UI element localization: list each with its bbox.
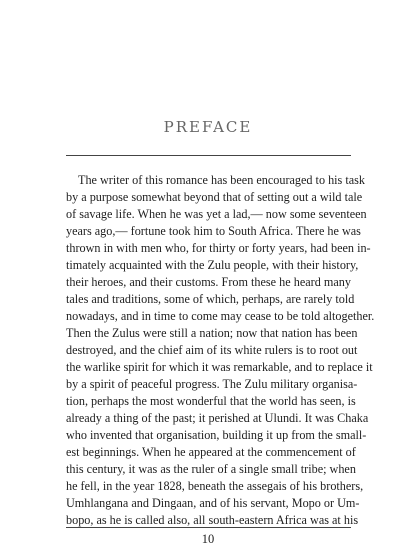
paragraph-line: years ago,— fortune took him to South Africa. There he was — [66, 224, 361, 238]
bottom-rule-divider — [66, 527, 351, 528]
paragraph-line: The writer of this romance has been encouraged to his task — [78, 173, 365, 187]
paragraph-line: Umhlangana and Dingaan, and of his servant, Mopo or Um- — [66, 496, 360, 510]
paragraph-line: nowadays, and in time to come may cease to be told altogether. — [66, 309, 375, 323]
paragraph-line: their heroes, and their customs. From these he heard many — [66, 275, 351, 289]
page-title: PREFACE — [163, 118, 253, 136]
paragraph-line: by a spirit of peaceful progress. The Zulu military organisa- — [66, 377, 358, 391]
paragraph-line: est beginnings. When he appeared at the commencement of — [66, 445, 356, 459]
paragraph-line: destroyed, and the chief aim of its white rulers is to root out — [66, 343, 358, 357]
paragraph-line: bopo, as he is called also, all south-eastern Africa was at his — [66, 513, 359, 527]
paragraph-line: he fell, in the year 1828, beneath the assegais of his brothers, — [66, 479, 364, 493]
paragraph-line: who invented that organisation, building it up from the small- — [66, 428, 367, 442]
preface-paragraph — [66, 172, 375, 529]
paragraph-line: by a purpose somewhat beyond that of setting out a wild tale — [66, 190, 363, 204]
paragraph-line: thrown in with men who, for thirty or forty years, had been in- — [66, 241, 371, 255]
paragraph-line: already a thing of the past; it perished at Ulundi. It was Chaka — [66, 411, 369, 425]
paragraph-line: the warlike spirit for which it was remarkable, and to replace it — [66, 360, 373, 374]
paragraph-line: timately acquainted with the Zulu people, with their history, — [66, 258, 359, 272]
page-number: 10 — [201, 532, 215, 546]
paragraph-line: this century, it was as the ruler of a single small tribe; when — [66, 462, 356, 476]
paragraph-line: tales and traditions, some of which, perhaps, are rarely told — [66, 292, 355, 306]
paragraph-line: of savage life. When he was yet a lad,— now some seventeen — [66, 207, 367, 221]
paragraph-line: Then the Zulus were still a nation; now that nation has been — [66, 326, 358, 340]
paragraph-line: tion, perhaps the most wonderful that the world has seen, is — [66, 394, 356, 408]
top-rule-divider — [66, 155, 351, 156]
